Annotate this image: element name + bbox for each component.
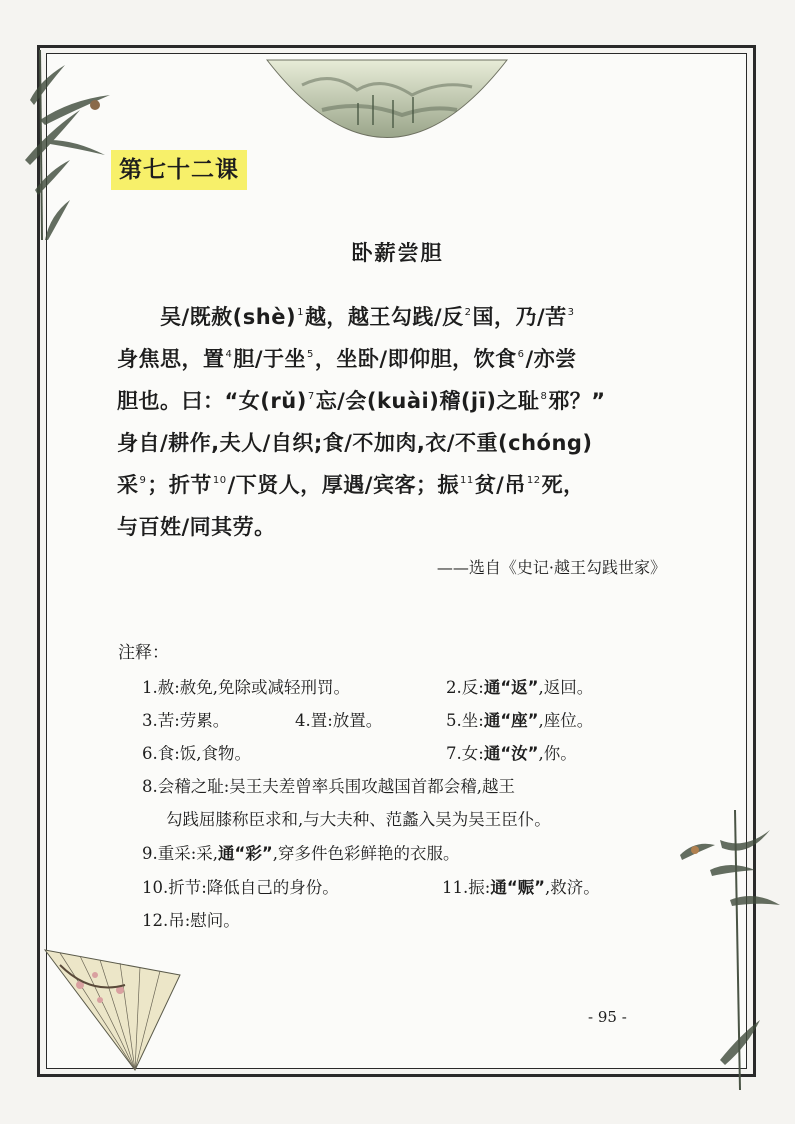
passage-line-6: 与百姓/同其劳。 [117, 515, 276, 539]
note-9: 9.重采:采,通“彩”,穿多件色彩鲜艳的衣服。 [142, 844, 460, 863]
lesson-title: 卧薪尝胆 [351, 241, 444, 265]
note-8-line-2: 勾践屈膝称臣求和,与大夫种、范蠡入吴为吴王臣仆。 [166, 810, 551, 829]
landscape-fan-illustration [262, 55, 512, 145]
note-10: 10.折节:降低自己的身份。 [142, 878, 339, 897]
bamboo-leaves-right-illustration [660, 810, 790, 1090]
passage-line-2: 身焦思，置$^4$胆/于坐$^5$，坐卧/即仰胆，饮食$^6$/亦尝 [117, 347, 577, 371]
passage-line-1: 吴/既赦(shè)$^1$越，越王勾践/反$^2$国，乃/苦$^3$ [117, 305, 575, 329]
note-5: 5.坐:通“座”,座位。 [446, 711, 594, 730]
note-3: 3.苦:劳累。 [142, 711, 230, 730]
passage-line-5: 采$^9$；折节$^{10}$/下贤人，厚遇/宾客；振$^{11}$贫/吊$^{12}$死， [117, 473, 585, 497]
bamboo-leaves-top-left-illustration [10, 40, 130, 240]
notes-heading: 注释： [118, 643, 169, 663]
note-2: 2.反:通“返”,返回。 [446, 678, 594, 697]
note-1: 1.赦:赦免,免除或减轻刑罚。 [142, 678, 351, 697]
note-12: 12.吊:慰问。 [142, 911, 240, 930]
source-citation: ——选自《史记·越王勾践世家》 [436, 558, 666, 577]
note-8-line-1: 8.会稽之耻:吴王夫差曾率兵围攻越国首都会稽,越王 [142, 777, 516, 796]
note-4: 4.置:放置。 [295, 711, 383, 730]
note-6: 6.食:饭,食物。 [142, 744, 252, 763]
lesson-number-label: 第七十二课 [111, 150, 247, 190]
note-11: 11.振:通“赈”,救济。 [442, 878, 600, 897]
page-number: - 95 - [588, 1008, 627, 1026]
note-7: 7.女:通“汝”,你。 [446, 744, 577, 763]
plum-blossom-fan-illustration [40, 945, 210, 1075]
passage-line-3: 胆也。曰：“女(rǔ)$^7$忘/会(kuài)稽(jī)之耻$^8$邪？” [117, 389, 606, 413]
passage-line-4: 身自/耕作,夫人/自织;食/不加肉,衣/不重(chóng) [117, 431, 593, 455]
